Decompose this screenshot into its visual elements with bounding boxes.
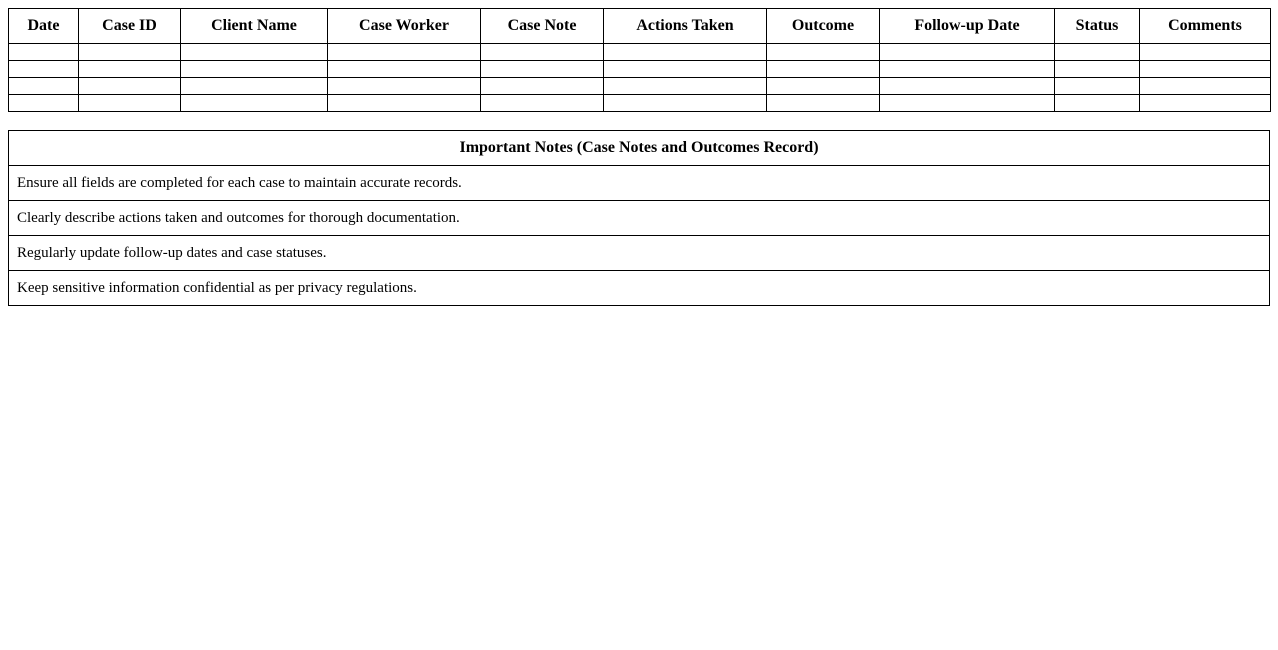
table-cell[interactable] [1140, 95, 1271, 112]
table-cell[interactable] [767, 78, 880, 95]
note-row [9, 271, 1270, 306]
table-cell[interactable] [767, 44, 880, 61]
table-cell[interactable] [181, 78, 328, 95]
note-row [9, 236, 1270, 271]
table-cell[interactable] [1140, 61, 1271, 78]
table-cell[interactable] [181, 44, 328, 61]
column-header-status: Status [1055, 9, 1140, 44]
table-cell[interactable] [481, 95, 604, 112]
table-cell[interactable] [181, 61, 328, 78]
table-cell[interactable] [9, 44, 79, 61]
table-cell[interactable] [9, 95, 79, 112]
table-cell[interactable] [604, 44, 767, 61]
column-header-case-id: Case ID [79, 9, 181, 44]
table-cell[interactable] [880, 95, 1055, 112]
important-notes-table [8, 130, 1270, 306]
table-cell[interactable] [9, 78, 79, 95]
table-cell[interactable] [481, 61, 604, 78]
column-header-comments: Comments [1140, 9, 1271, 44]
column-header-actions-taken: Actions Taken [604, 9, 767, 44]
table-cell[interactable] [1140, 44, 1271, 61]
table-cell[interactable] [1055, 95, 1140, 112]
table-row [9, 95, 1271, 112]
table-cell[interactable] [328, 78, 481, 95]
table-cell[interactable] [79, 95, 181, 112]
table-cell[interactable] [79, 61, 181, 78]
table-cell[interactable] [767, 61, 880, 78]
table-cell[interactable] [181, 95, 328, 112]
table-cell[interactable] [481, 44, 604, 61]
table-cell[interactable] [328, 44, 481, 61]
note-item: Ensure all fields are completed for each case to maintain accurate records. [9, 166, 1270, 201]
table-cell[interactable] [1055, 44, 1140, 61]
notes-header-row [9, 131, 1270, 166]
table-row [9, 78, 1271, 95]
table-cell[interactable] [481, 78, 604, 95]
case-record-table [8, 8, 1271, 112]
note-item: Keep sensitive information confidential as per privacy regulations. [9, 271, 1270, 306]
table-cell[interactable] [328, 61, 481, 78]
table-cell[interactable] [880, 78, 1055, 95]
table-header-row [9, 9, 1271, 44]
table-row [9, 44, 1271, 61]
table-cell[interactable] [79, 78, 181, 95]
case-table-body [9, 44, 1271, 112]
table-cell[interactable] [767, 95, 880, 112]
table-cell[interactable] [1140, 78, 1271, 95]
column-header-case-worker: Case Worker [328, 9, 481, 44]
note-item: Clearly describe actions taken and outcomes for thorough documentation. [9, 201, 1270, 236]
table-cell[interactable] [79, 44, 181, 61]
column-header-follow-up-date: Follow-up Date [880, 9, 1055, 44]
note-row [9, 201, 1270, 236]
note-item: Regularly update follow-up dates and case statuses. [9, 236, 1270, 271]
column-header-client-name: Client Name [181, 9, 328, 44]
note-row [9, 166, 1270, 201]
table-cell[interactable] [1055, 78, 1140, 95]
column-header-outcome: Outcome [767, 9, 880, 44]
column-header-date: Date [9, 9, 79, 44]
table-cell[interactable] [880, 44, 1055, 61]
notes-title: Important Notes (Case Notes and Outcomes Record) [9, 131, 1270, 166]
table-cell[interactable] [9, 61, 79, 78]
table-row [9, 61, 1271, 78]
table-cell[interactable] [604, 95, 767, 112]
table-cell[interactable] [328, 95, 481, 112]
table-cell[interactable] [604, 78, 767, 95]
table-cell[interactable] [604, 61, 767, 78]
table-cell[interactable] [1055, 61, 1140, 78]
table-cell[interactable] [880, 61, 1055, 78]
column-header-case-note: Case Note [481, 9, 604, 44]
